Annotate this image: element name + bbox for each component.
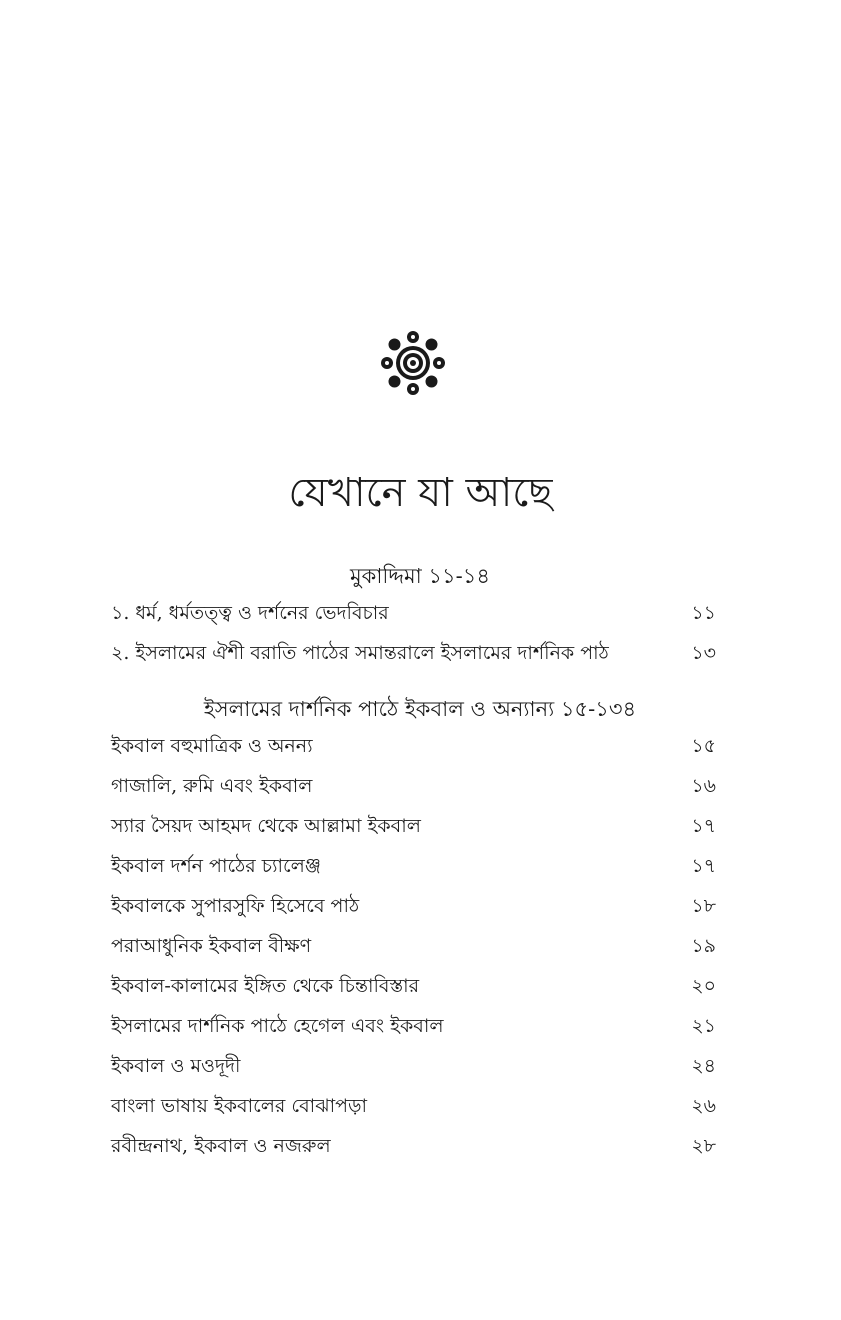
toc-entry-page: ২৮ <box>691 1135 716 1157</box>
toc-entry[interactable] <box>111 1128 716 1168</box>
toc-entry[interactable] <box>111 728 716 768</box>
toc-entry[interactable] <box>111 888 716 928</box>
toc-entry-title: বাংলা ভাষায় ইকবালের বোঝাপড়া <box>111 1095 368 1117</box>
flower-rosette-icon <box>380 330 446 396</box>
toc-list <box>111 728 716 1168</box>
toc-entry[interactable] <box>111 635 716 675</box>
toc-entry-page: ১১ <box>691 602 716 624</box>
toc-entry[interactable] <box>111 595 716 635</box>
toc-entry[interactable] <box>111 1048 716 1088</box>
toc-entry-title: ইকবাল বহুমাত্রিক ও অনন্য <box>111 735 313 757</box>
toc-entry-title: গাজালি, রুমি এবং ইকবাল <box>111 775 313 797</box>
toc-entry[interactable] <box>111 768 716 808</box>
toc-entry-page: ১৩ <box>691 642 716 664</box>
toc-entry-page: ১৫ <box>691 735 716 757</box>
toc-entry-page: ২৬ <box>691 1095 716 1117</box>
toc-entry-page: ২০ <box>691 975 716 997</box>
toc-entry[interactable] <box>111 848 716 888</box>
toc-entry-title: ১. ধর্ম, ধর্মতত্ত্ব ও দর্শনের ভেদবিচার <box>111 602 389 624</box>
toc-entry-page: ২১ <box>691 1015 716 1037</box>
toc-entry-title: রবীন্দ্রনাথ, ইকবাল ও নজরুল <box>111 1135 331 1157</box>
toc-entry-page: ১৯ <box>691 935 716 957</box>
toc-entry-title: ইসলামের দার্শনিক পাঠে হেগেল এবং ইকবাল <box>111 1015 444 1037</box>
toc-entry-title: ইকবালকে সুপারসুফি হিসেবে পাঠ <box>111 895 360 917</box>
toc-entry-page: ১৭ <box>691 855 716 877</box>
toc-entry-page: ১৭ <box>691 815 716 837</box>
toc-entry[interactable] <box>111 1088 716 1128</box>
toc-entry-title: ইকবাল ও মওদূদী <box>111 1055 241 1077</box>
section-heading: মুকাদ্দিমা ১১-১৪ <box>349 564 491 588</box>
page-title: যেখানে যা আছে <box>288 470 553 516</box>
toc-entry-title: পরাআধুনিক ইকবাল বীক্ষণ <box>111 935 312 957</box>
toc-entry-title: ইকবাল দর্শন পাঠের চ্যালেঞ্জ <box>111 855 322 877</box>
toc-entry-page: ১৬ <box>691 775 716 797</box>
toc-entry[interactable] <box>111 968 716 1008</box>
section-heading: ইসলামের দার্শনিক পাঠে ইকবাল ও অন্যান্য ১৫-১৩৪ <box>203 697 637 721</box>
toc-entry[interactable] <box>111 928 716 968</box>
toc-entry[interactable] <box>111 1008 716 1048</box>
toc-entry-title: ২. ইসলামের ঐশী বরাতি পাঠের সমান্তরালে ইসলামের দার্শনিক পাঠ <box>111 642 609 664</box>
toc-entry-page: ২৪ <box>691 1055 716 1077</box>
toc-entry-title: স্যার সৈয়দ আহমদ থেকে আল্লামা ইকবাল <box>111 815 421 837</box>
toc-list <box>111 595 716 675</box>
toc-entry[interactable] <box>111 808 716 848</box>
toc-entry-title: ইকবাল-কালামের ইঙ্গিত থেকে চিন্তাবিস্তার <box>111 975 420 997</box>
toc-entry-page: ১৮ <box>691 895 716 917</box>
